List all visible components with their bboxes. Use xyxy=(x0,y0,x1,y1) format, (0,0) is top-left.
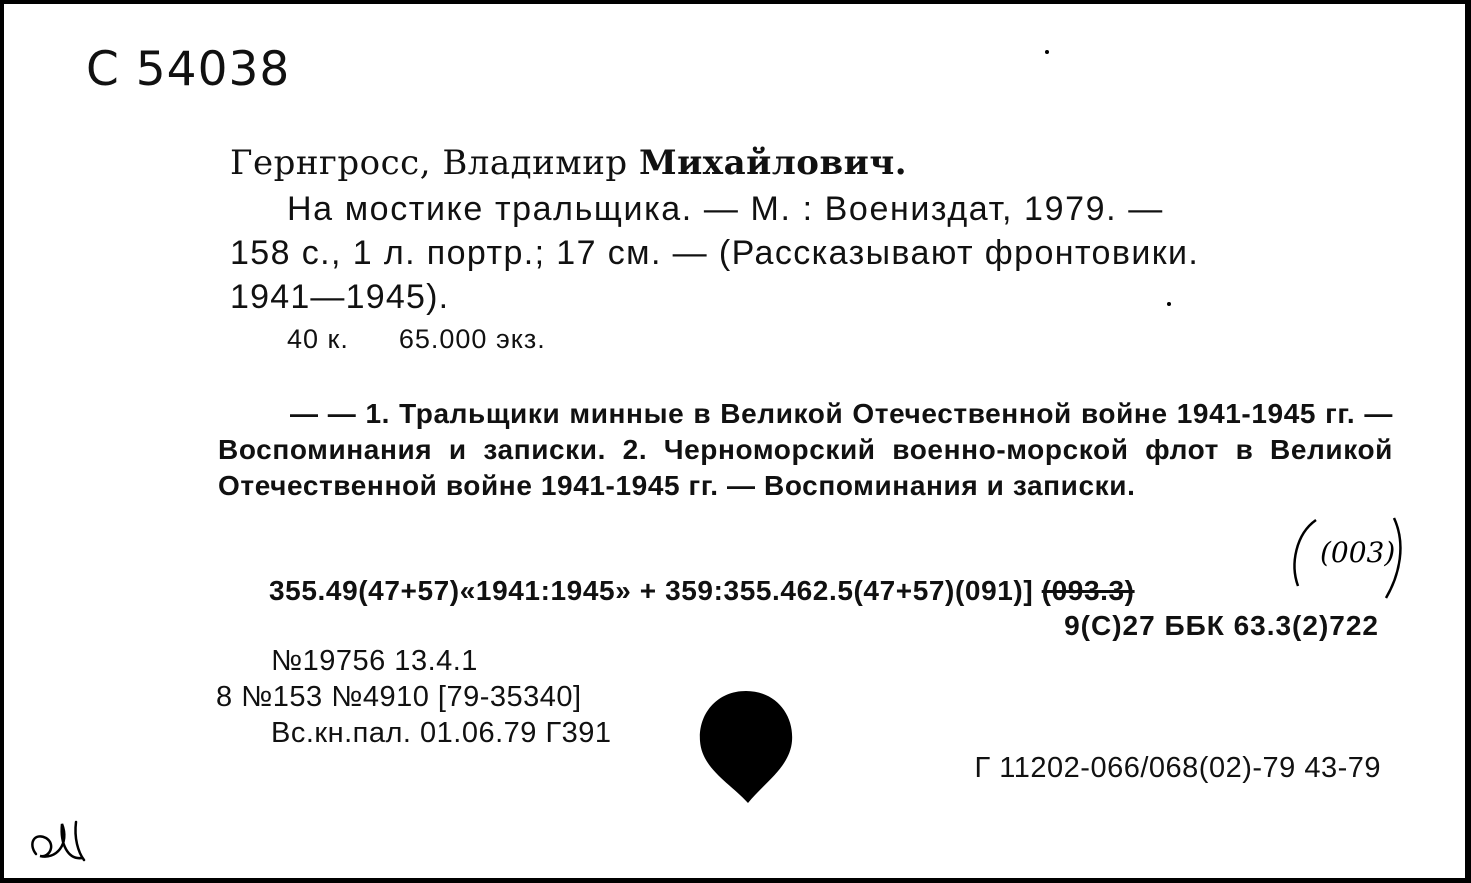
catalog-card xyxy=(4,4,1468,881)
author-patronymic: Михайлович. xyxy=(638,143,908,183)
accession-number: С 54038 xyxy=(86,42,291,97)
print-run: 65.000 экз. xyxy=(398,324,546,354)
record-line-1: №19756 13.4.1 xyxy=(271,645,478,677)
record-line-2: 8 №153 №4910 [79-35340] xyxy=(216,681,582,713)
title-line-2: 158 с., 1 л. портр.; 17 см. — (Рассказывают фронтовики. xyxy=(230,234,1200,272)
subject-headings: — — 1. Тральщики минные в Великой Отечественной войне 1941-1945 гг. — Воспоминания и записки. 2. Черноморский военно-морской флот в Великой Отечественной войне 1941-1945 гг. — Воспоминания и записки. xyxy=(218,398,1393,501)
record-line-4: Г 11202-066/068(02)-79 43-79 xyxy=(974,752,1381,784)
author-given-name: Владимир xyxy=(442,143,628,183)
price: 40 к. xyxy=(287,324,349,354)
title-line-1: На мостике тральщика. — М. : Воениздат, 1979. — xyxy=(287,190,1164,228)
author-surname: Гернгросс, xyxy=(230,143,431,183)
punch-hole xyxy=(696,687,796,807)
record-line-3: Вс.кн.пал. 01.06.79 Г391 xyxy=(271,717,612,749)
handwritten-udc: (003) xyxy=(1320,536,1396,569)
udc-main: 355.49(47+57)«1941:1945» + 359:355.462.5(47+57)(091)] xyxy=(269,575,1034,606)
price-line xyxy=(287,324,546,355)
author-heading xyxy=(230,143,907,183)
handwritten-annotation xyxy=(1276,514,1406,604)
speck xyxy=(1045,50,1049,54)
handwritten-initial-mark xyxy=(26,804,90,868)
title-line-3: 1941—1945). xyxy=(230,278,450,316)
udc-index xyxy=(269,575,1135,607)
bbk-index: 9(С)27 ББК 63.3(2)722 xyxy=(1064,610,1379,641)
udc-struck: (093.3) xyxy=(1041,575,1135,606)
speck xyxy=(1167,302,1171,306)
